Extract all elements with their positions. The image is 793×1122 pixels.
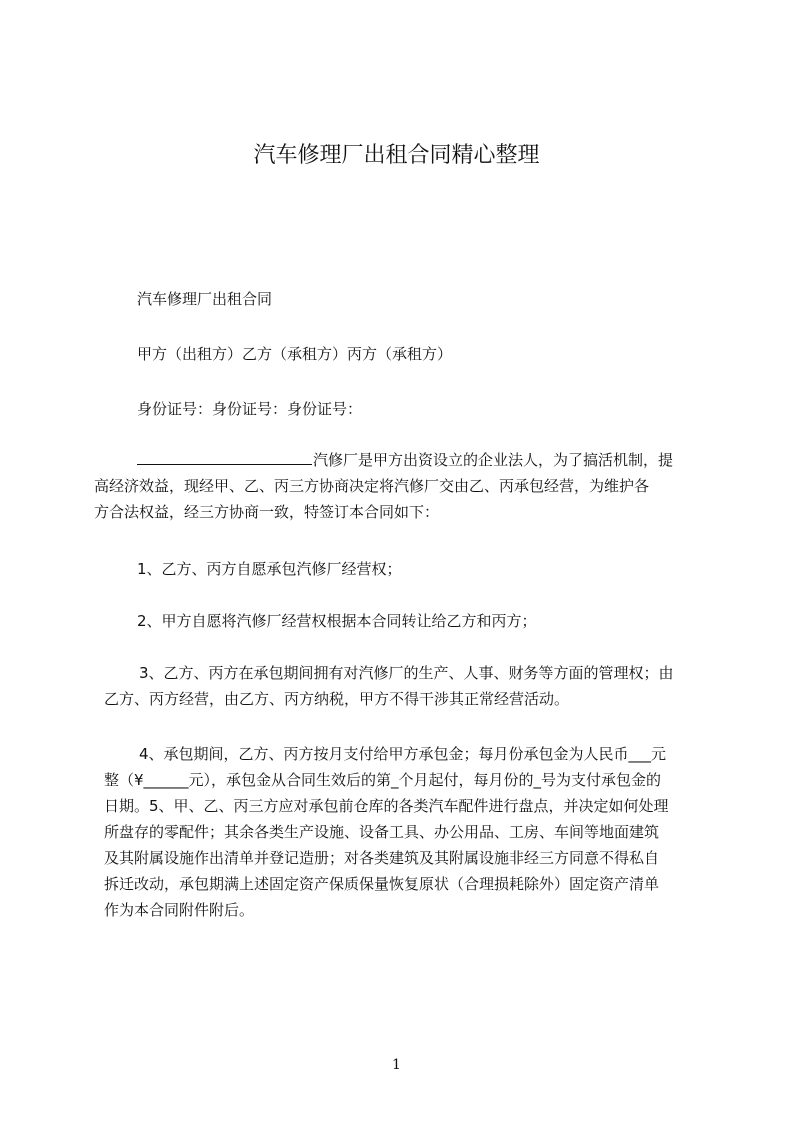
clause-4-line: 拆迁改动，承包期满上述固定资产保质保量恢复原状（合理损耗除外）固定资产清单 <box>104 875 660 893</box>
clause-4-line: 整（¥______元），承包金从合同生效后的第_个月起付，每月份的_号为支付承包金的 <box>104 771 662 789</box>
contract-name: 汽车修理厂出租合同 <box>137 290 273 308</box>
clause-3-line: 乙方、丙方经营，由乙方、丙方纳税，甲方不得干涉其正常经营活动。 <box>104 690 570 708</box>
clause-4-paragraph <box>104 741 669 923</box>
clause-1: 1、乙方、丙方自愿承包汽修厂经营权； <box>137 560 402 578</box>
preamble-line: 汽修厂是甲方出资设立的企业法人，为了搞活机制，提 <box>313 451 674 469</box>
clause-4-line: 作为本合同附件附后。 <box>104 901 255 919</box>
clause-3-line: 3、乙方、丙方在承包期间拥有对汽修厂的生产、人事、财务等方面的管理权；由 <box>139 664 674 682</box>
preamble-paragraph <box>94 447 674 525</box>
clause-4-line: 4、承包期间，乙方、丙方按月支付给甲方承包金；每月份承包金为人民币___元 <box>139 745 667 763</box>
clause-4-line: 及其附属设施作出清单并登记造册；对各类建筑及其附属设施非经三方同意不得私自 <box>104 849 660 867</box>
page-title: 汽车修理厂出租合同精心整理 <box>253 143 540 168</box>
clause-4-line: 所盘存的零配件；其余各类生产设施、设备工具、办公用品、工房、车间等地面建筑 <box>104 823 660 841</box>
clause-2: 2、甲方自愿将汽修厂经营权根据本合同转让给乙方和丙方； <box>137 612 537 630</box>
clause-3-paragraph <box>104 660 674 712</box>
parties-line: 甲方（出租方）乙方（承租方）丙方（承租方） <box>137 345 453 363</box>
preamble-line: 高经济效益，现经甲、乙、丙三方协商决定将汽修厂交由乙、丙承包经营，为维护各 <box>94 477 650 495</box>
preamble-line: 方合法权益，经三方协商一致，特签订本合同如下： <box>94 503 440 521</box>
id-numbers-line: 身份证号：身份证号：身份证号： <box>137 400 363 418</box>
factory-name-blank <box>137 450 312 465</box>
clause-4-line: 日期。5、甲、乙、丙三方应对承包前仓库的各类汽车配件进行盘点，并决定如何处理 <box>104 797 669 815</box>
page-number: 1 <box>392 1057 401 1073</box>
